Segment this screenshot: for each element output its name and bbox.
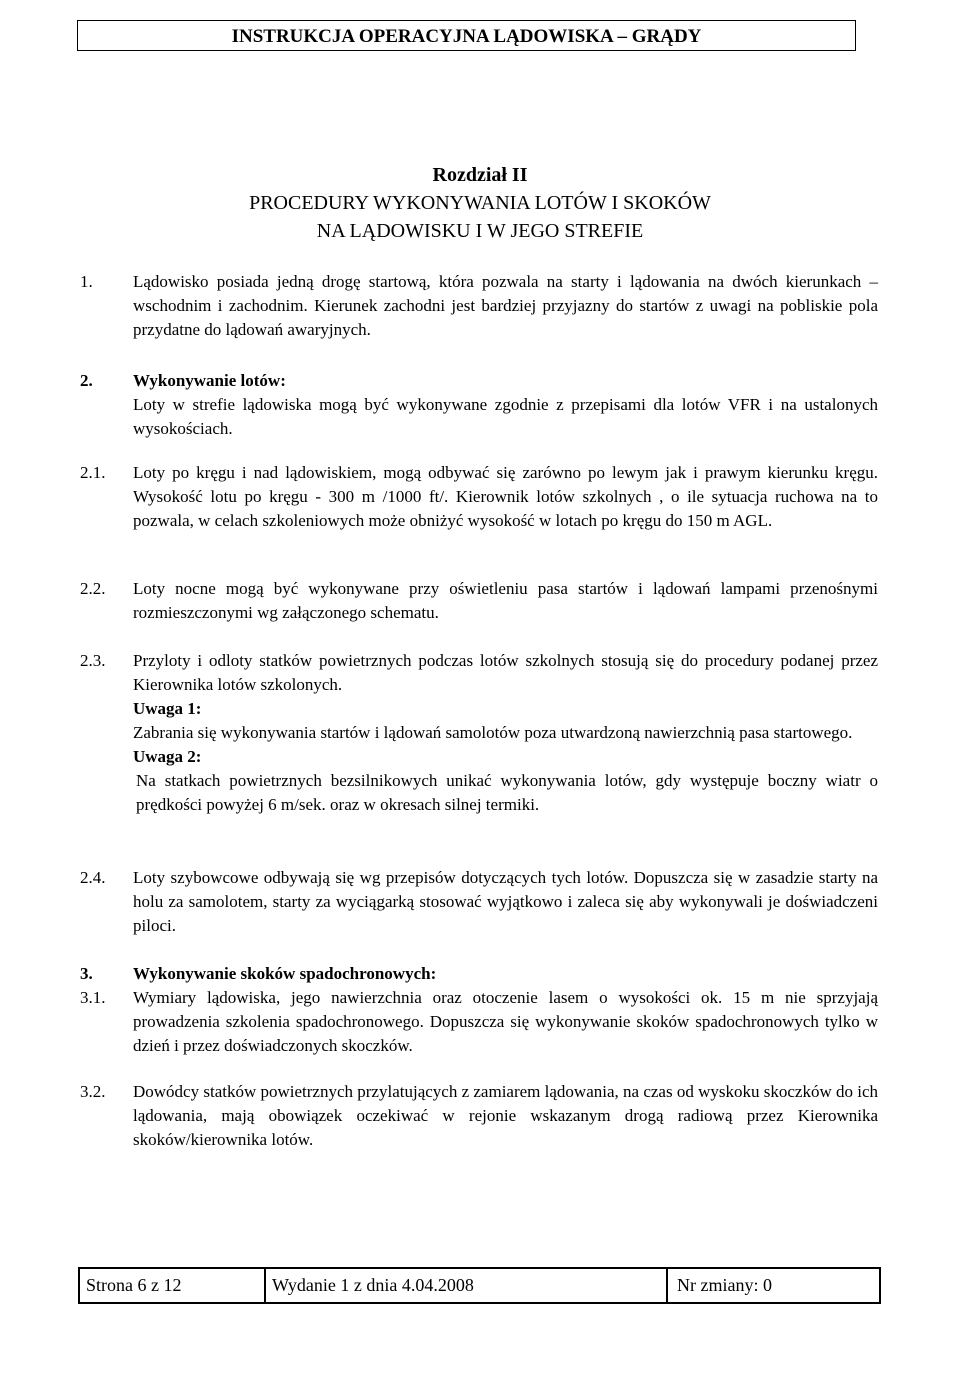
chapter-heading xyxy=(0,161,960,245)
chapter-title-line2: NA LĄDOWISKU I W JEGO STREFIE xyxy=(316,220,644,242)
section-2-3 xyxy=(80,649,878,817)
footer-change-number: Nr zmiany: 0 xyxy=(677,1275,772,1295)
section-text: Loty w strefie lądowiska mogą być wykonywane zgodnie z przepisami dla lotów VFR i na ustalonych wysokościach. xyxy=(133,395,878,438)
section-text: Lądowisko posiada jedną drogę startową, która pozwala na starty i lądowania na dwóch kierunkach – wschodnim i zachodnim. Kierunek zachodni jest bardziej przyjazny do startów z uwagi na pobliskie pola przydatne do lądowań awaryjnych. xyxy=(133,272,878,339)
section-number: 2.1. xyxy=(80,463,106,482)
section-number: 3.2. xyxy=(80,1082,106,1101)
section-number: 2. xyxy=(80,371,93,390)
section-1 xyxy=(80,270,878,342)
section-number: 3.1. xyxy=(80,988,106,1007)
note-2-label: Uwaga 2: xyxy=(133,747,202,766)
section-number: 3. xyxy=(80,964,93,983)
document-header: INSTRUKCJA OPERACYJNA LĄDOWISKA – GRĄDY xyxy=(77,20,856,51)
section-number: 2.4. xyxy=(80,868,106,887)
chapter-title-line1: PROCEDURY WYKONYWANIA LOTÓW I SKOKÓW xyxy=(249,192,711,214)
footer-edition: Wydanie 1 z dnia 4.04.2008 xyxy=(266,1269,668,1302)
note-1-label: Uwaga 1: xyxy=(133,699,202,718)
section-heading: Wykonywanie lotów: xyxy=(133,371,286,390)
section-text: Loty po kręgu i nad lądowiskiem, mogą odbywać się zarówno po lewym jak i prawym kierunku kręgu. Wysokość lotu po kręgu - 300 m /1000 ft/. Kierownik lotów szkolnych , o ile sytuacja ruchowa na to pozwala, w celach szkoleniowych może obniżyć wysokość w lotach po kręgu do 150 m AGL. xyxy=(133,463,878,530)
section-3 xyxy=(80,962,878,986)
note-2-text: Na statkach powietrznych bezsilnikowych unikać wykonywania lotów, gdy występuje boczny wiatr o prędkości powyżej 6 m/sek. oraz w okresach silnej termiki. xyxy=(136,771,878,814)
section-text: Przyloty i odloty statków powietrznych podczas lotów szkolnych stosują się do procedury podanej przez Kierownika lotów szkolonych. xyxy=(133,651,878,694)
section-number: 1. xyxy=(80,272,93,291)
section-3-2 xyxy=(80,1080,878,1152)
chapter-number: Rozdział II xyxy=(432,164,528,186)
section-text: Wymiary lądowiska, jego nawierzchnia oraz otoczenie lasem o wysokości ok. 15 m nie sprzyjają prowadzenia szkolenia spadochronowego. Dopuszcza się wykonywanie skoków spadochronowych tylko w dzień i przez doświadczonych skoczków. xyxy=(133,988,878,1055)
section-text: Loty nocne mogą być wykonywane przy oświetleniu pasa startów i lądowań lampami przenośnymi rozmieszczonymi wg załączonego schematu. xyxy=(133,579,878,622)
section-number: 2.3. xyxy=(80,651,106,670)
section-text: Dowódcy statków powietrznych przylatujących z zamiarem lądowania, na czas od wyskoku skoczków do ich lądowania, mają obowiązek oczekiwać w rejonie wskazanym drogą radiową przez Kierownika skoków/kierownika lotów. xyxy=(133,1082,878,1149)
section-heading: Wykonywanie skoków spadochronowych: xyxy=(133,964,437,983)
footer-page-number: Strona 6 z 12 xyxy=(80,1269,266,1302)
section-2-1 xyxy=(80,461,878,533)
section-3-1 xyxy=(80,986,878,1058)
section-text: Loty szybowcowe odbywają się wg przepisów dotyczących tych lotów. Dopuszcza się w zasadzie starty na holu za samolotem, starty za wyciągarką stosować wyjątkowo i zaleca się aby wykonywali je doświadczeni piloci. xyxy=(133,868,878,935)
document-footer xyxy=(78,1267,881,1304)
section-2 xyxy=(80,369,878,441)
section-2-4 xyxy=(80,866,878,938)
note-1-text: Zabrania się wykonywania startów i lądowań samolotów poza utwardzoną nawierzchnią pasa startowego. xyxy=(133,723,853,742)
section-2-2 xyxy=(80,577,878,625)
section-number: 2.2. xyxy=(80,579,106,598)
